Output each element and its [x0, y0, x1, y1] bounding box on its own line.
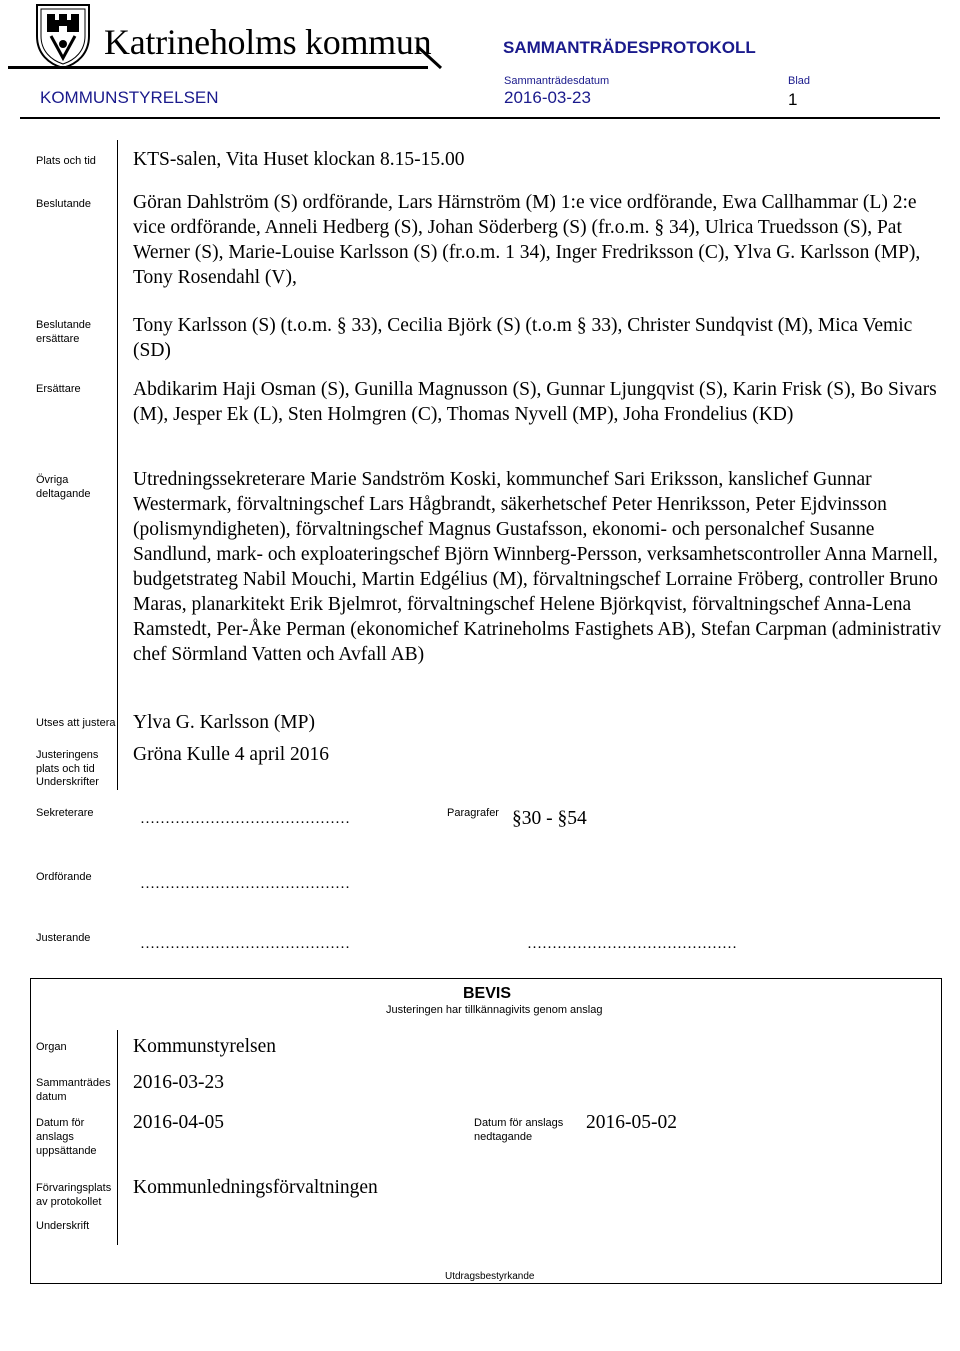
- ersattare-label: Ersättare: [36, 383, 81, 395]
- body-name: KOMMUNSTYRELSEN: [40, 88, 219, 107]
- organ-label: Organ: [36, 1041, 67, 1053]
- header-rule-tick: [415, 44, 445, 70]
- utdrag-label: Utdragsbestyrkande: [445, 1271, 535, 1282]
- ovriga-value: Utredningssekreterare Marie Sandström Koski, kommunchef Sari Eriksson, kanslichef Gunnar Westermark, förvaltningschef Lars Hågbrandt, säkerhetschef Peter Henriksson, Peter Ejdvinsson (polismyndigheten), förvaltningschef Magnus Gustafsson, ekonomi- och personalchef Susanne Sandlund, mark- och exploateringschef Björn Winnberg-Persson, verksamhetscontroller Anna Marnell, budgetstrateg Nabil Mouchi, Martin Edgélius (M), förvaltningschef Lorraine Fröberg, controller Bruno Maras, planarkitekt Erik Bjelmrot, förvaltningschef Helene Björkqvist, förvaltningschef Anna-Lena Ramstedt, Per-Åke Perman (ekonomichef Katrineholms Fastighets AB), Stefan Carpman (administrativ chef Sörmland Vatten och Avfall AB): [133, 469, 942, 665]
- underskrifter-label: Underskrifter: [36, 776, 99, 788]
- beslutande-value: Göran Dahlström (S) ordförande, Lars Härnström (M) 1:e vice ordförande, Ewa Callhammar (L) 2:e vice ordförande, Anneli Hedberg (S), Johan Söderberg (S) (fr.o.m. § 34), Ulrica Truedsson (S), Pat Werner (S), Marie-Louise Karlsson (S) (fr.o.m. 1 34), Inger Fredriksson (C), Ylva G. Karlsson (MP), Tony Rosendahl (V),: [133, 192, 921, 288]
- justerande-signature-line-1: ……………………………………: [140, 936, 350, 952]
- utses-label: Utses att justera: [36, 717, 116, 729]
- sekreterare-signature-line: ……………………………………: [140, 811, 350, 827]
- bevis-label-divider: [117, 1030, 118, 1245]
- ersattare-beslutande-label: Beslutande ersättare: [36, 319, 92, 345]
- justering-label: Justeringens plats och tid: [36, 749, 99, 775]
- paragrafer-value: §30 - §54: [512, 808, 587, 829]
- organ-value: Kommunstyrelsen: [133, 1036, 276, 1057]
- ersattare-beslutande-value: Tony Karlsson (S) (t.o.m. § 33), Cecilia Björk (S) (t.o.m § 33), Christer Sundqvist (M), Mica Vemic (SD): [133, 315, 913, 361]
- uppsattande-label: Datum för anslags uppsättande: [36, 1117, 97, 1157]
- utses-value: Ylva G. Karlsson (MP): [133, 712, 315, 733]
- page-number: 1: [788, 90, 798, 109]
- page-label: Blad: [788, 75, 811, 87]
- sekreterare-label: Sekreterare: [36, 807, 94, 819]
- plats-label: Plats och tid: [36, 155, 96, 167]
- date-label: Sammanträdesdatum: [504, 75, 610, 87]
- bevis-title: BEVIS: [463, 985, 512, 1002]
- header-rule-left: [8, 66, 428, 69]
- municipality-name: Katrineholms kommun: [104, 22, 432, 62]
- forvaring-label: Förvaringsplats av protokollet: [36, 1182, 112, 1208]
- beslutande-label: Beslutande: [36, 198, 92, 210]
- meeting-date: 2016-03-23: [504, 88, 591, 107]
- document-type: SAMMANTRÄDESPROTOKOLL: [503, 38, 756, 57]
- forvaring-value: Kommunledningsförvaltningen: [133, 1177, 378, 1198]
- ovriga-label: Övriga deltagande: [36, 474, 91, 500]
- ordforande-signature-line: ……………………………………: [140, 876, 350, 892]
- label-column-divider: [117, 140, 118, 790]
- bevis-datum-label: Sammanträdes datum: [36, 1077, 111, 1103]
- justerande-signature-line-2: ……………………………………: [527, 936, 737, 952]
- underskrift-label: Underskrift: [36, 1220, 90, 1232]
- paragrafer-label: Paragrafer: [447, 807, 499, 819]
- plats-value: KTS-salen, Vita Huset klockan 8.15-15.00: [133, 149, 465, 170]
- nedtagande-label: Datum för anslags nedtagande: [474, 1117, 564, 1143]
- justerande-label: Justerande: [36, 932, 91, 944]
- justering-value: Gröna Kulle 4 april 2016: [133, 744, 330, 765]
- header-bottom-rule: [20, 117, 940, 119]
- bevis-datum-value: 2016-03-23: [133, 1072, 224, 1093]
- uppsattande-value: 2016-04-05: [133, 1112, 224, 1133]
- nedtagande-value: 2016-05-02: [586, 1112, 677, 1133]
- ordforande-label: Ordförande: [36, 871, 92, 883]
- coat-of-arms-icon: [33, 2, 93, 70]
- ersattare-value: Abdikarim Haji Osman (S), Gunilla Magnusson (S), Gunnar Ljungqvist (S), Karin Frisk (S), Bo Sivars (M), Jesper Ek (L), Sten Holmgren (C), Thomas Nyvell (MP), Joha Frondelius (KD): [133, 379, 937, 425]
- bevis-subtitle: Justeringen har tillkännagivits genom anslag: [386, 1004, 603, 1016]
